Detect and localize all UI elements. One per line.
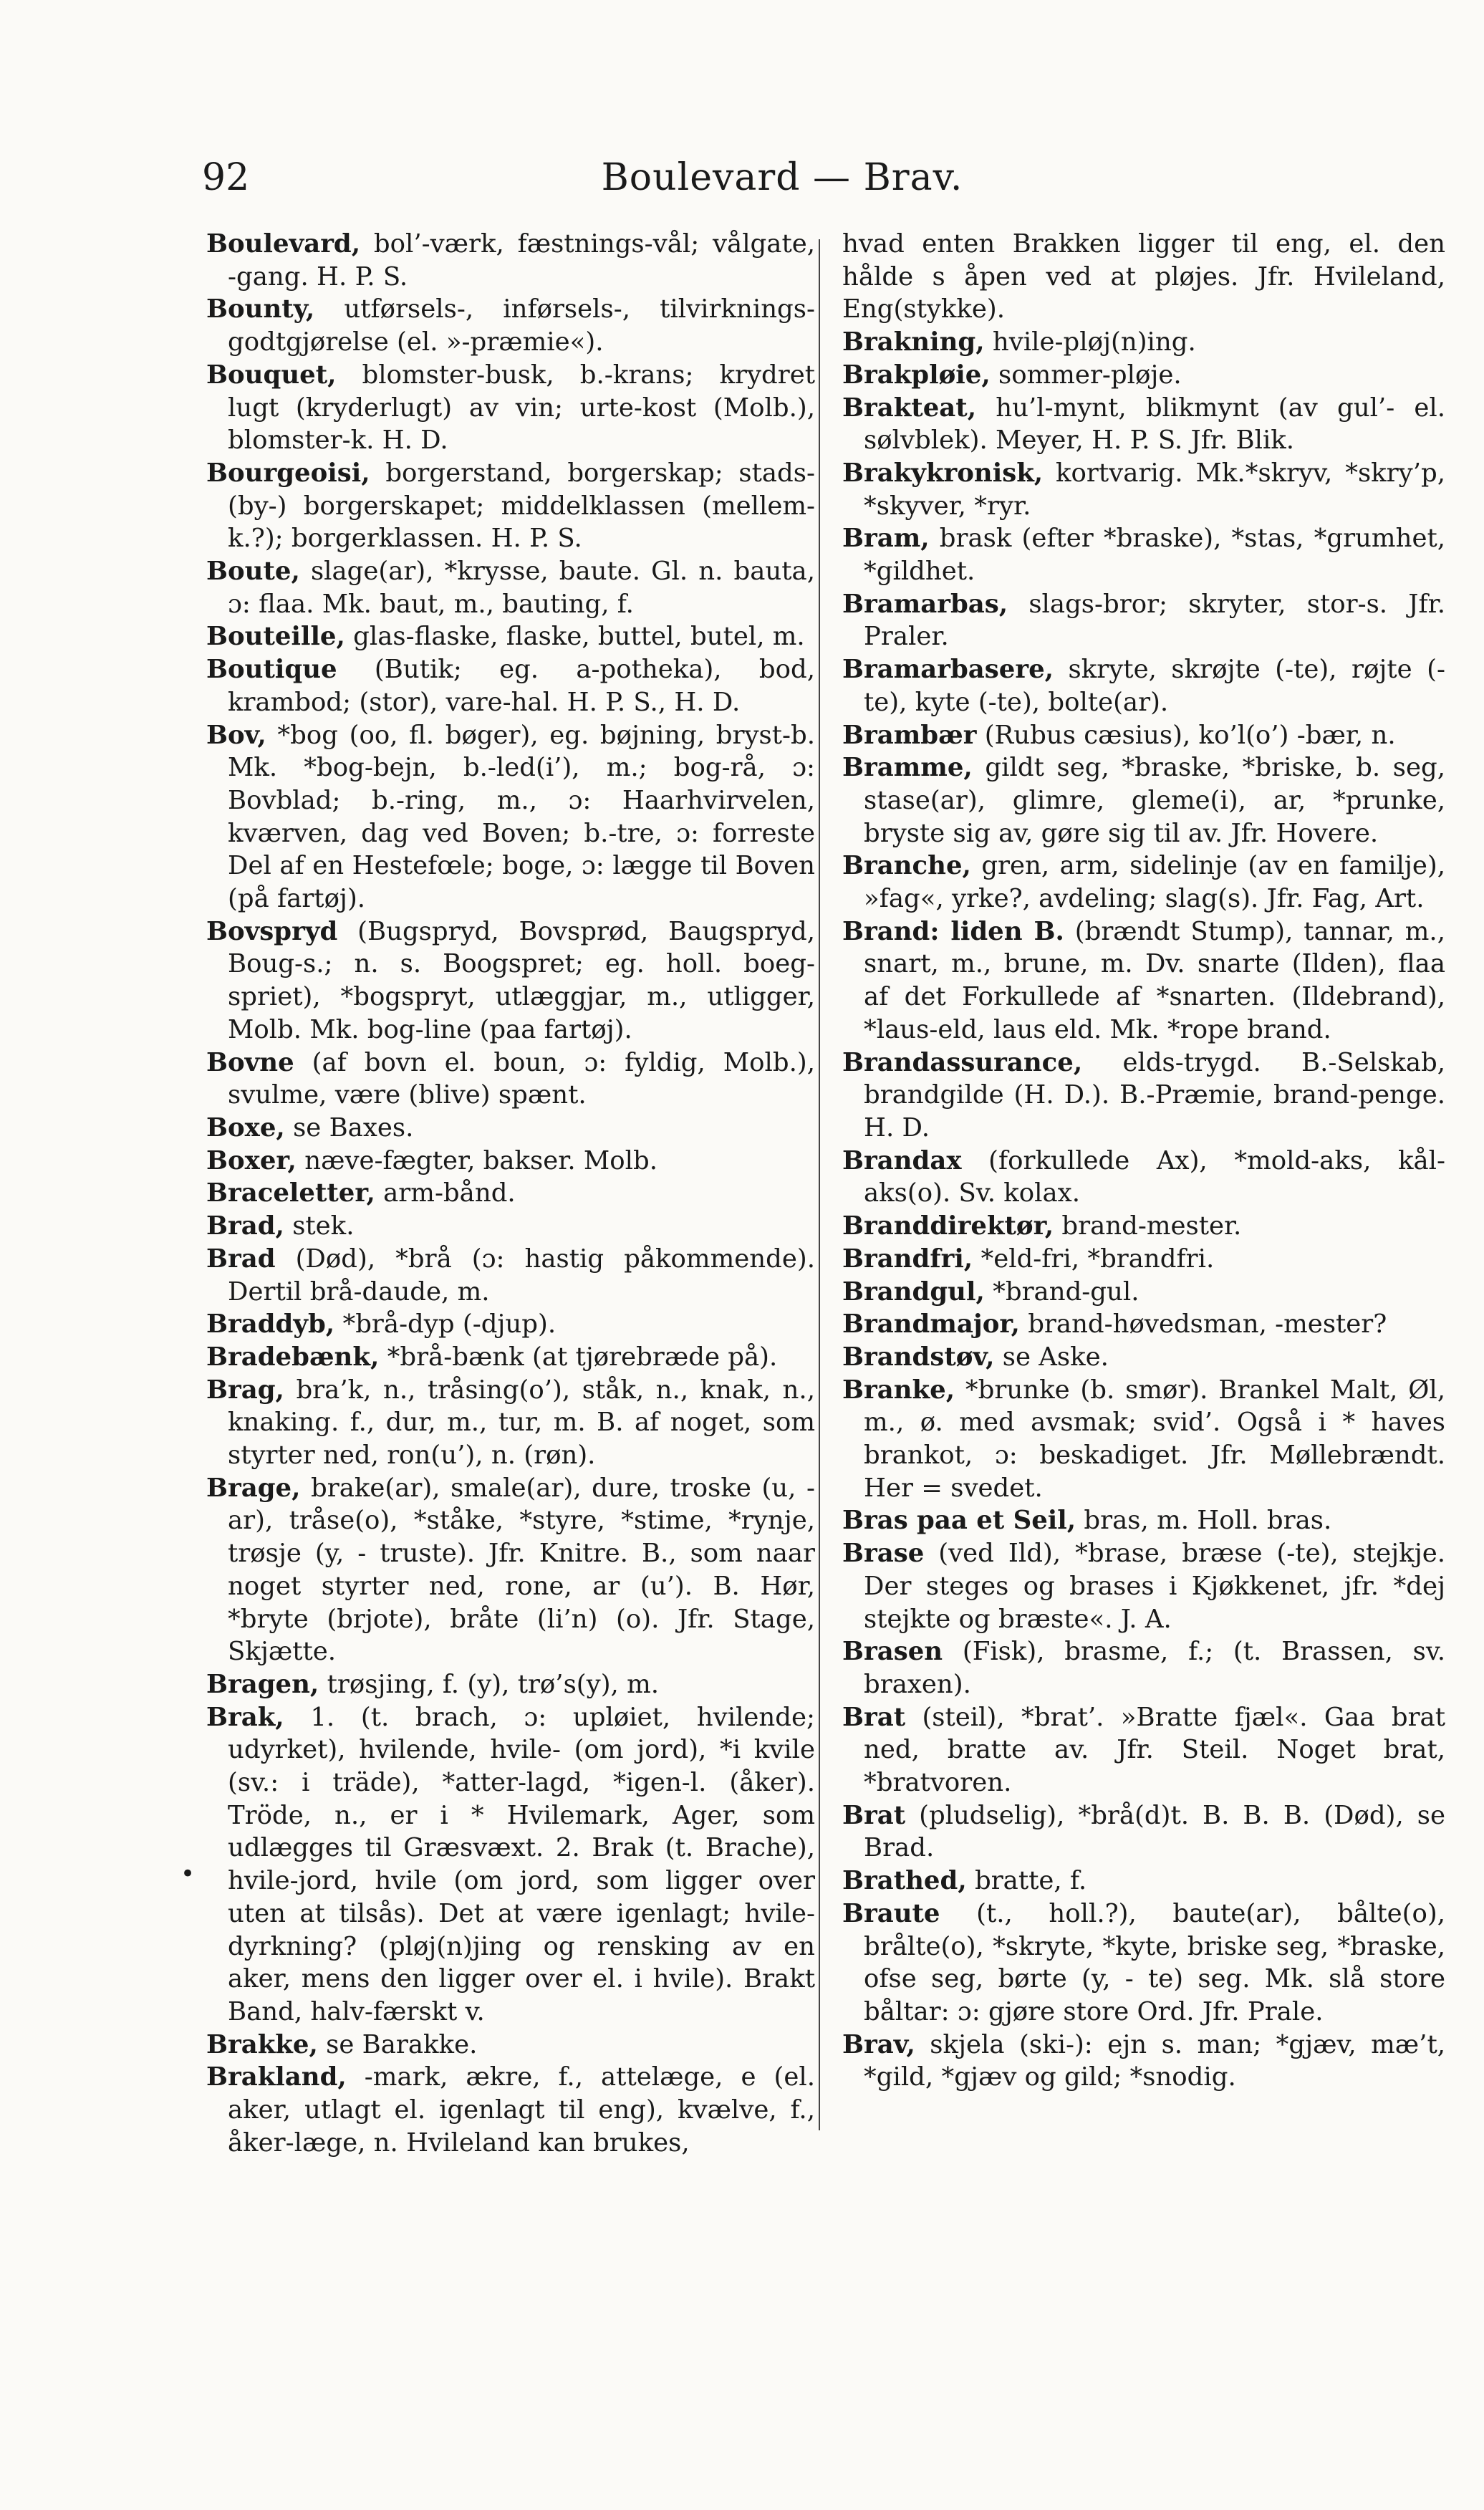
entry-definition: (pludselig), *brå(d)t. B. B. B. (Død), se Brad.	[864, 1800, 1445, 1863]
entry-headword: Bovspryd	[206, 916, 338, 946]
dictionary-entry	[206, 915, 815, 1047]
entry-headword: Braute	[842, 1898, 940, 1928]
entry-definition: skjela (ski-): ejn s. man; *gjæv, mæ’t, *gild, *gjæv og gild; *snodig.	[864, 2029, 1445, 2092]
dictionary-entry	[206, 1374, 815, 1472]
entry-definition: arm-bånd.	[375, 1178, 516, 1208]
dictionary-entry	[842, 457, 1445, 522]
entry-definition: bol’-værk, fæstnings-vål; vålgate, -gang. H. P. S.	[228, 229, 815, 292]
entry-definition: brake(ar), smale(ar), dure, troske (u, - ar), tråse(o), *ståke, *styre, *stime, *rynje, trøsje (y, - truste). Jfr. Knitre. B., som naar noget styrter ned, rone, ar (u’). B. Hør, *bryte (brjote), bråte (li’n) (o). Jfr. Stage, Skjætte.	[228, 1473, 815, 1667]
entry-headword: Brand: liden B.	[842, 916, 1064, 946]
entry-headword: Boxer,	[206, 1145, 297, 1175]
dictionary-entry	[206, 620, 815, 653]
entry-definition: (Bugspryd, Bovsprød, Baugspryd, Boug-s.; n. s. Boogspret; eg. holl. boeg-spriet), *bogspryt, utlæggjar, m., utligger, Molb. Mk. bog-line (paa fartøj).	[228, 916, 815, 1044]
dictionary-entry	[842, 1243, 1445, 1276]
dictionary-entry	[842, 1635, 1445, 1701]
dictionary-entry	[206, 719, 815, 915]
entry-headword: Bramarbasere,	[842, 655, 1054, 685]
entry-definition: *eld-fri, *brandfri.	[973, 1244, 1215, 1274]
entry-headword: Branke,	[842, 1375, 955, 1405]
entry-headword: Bourgeoisi,	[206, 458, 370, 488]
entry-definition: bratte, f.	[966, 1866, 1087, 1896]
entry-headword: Brad,	[206, 1211, 284, 1241]
entry-headword: Bovne	[206, 1047, 294, 1077]
entry-headword: Bouteille,	[206, 622, 345, 652]
dictionary-entry	[206, 359, 815, 457]
entry-headword: Brambær	[842, 720, 977, 750]
entry-headword: Brag,	[206, 1375, 284, 1405]
margin-mark: •	[180, 1860, 196, 1888]
dictionary-entry	[842, 1276, 1445, 1309]
dictionary-entry	[842, 915, 1445, 1047]
left-column	[206, 228, 815, 2159]
entry-headword: Bras paa et Seil,	[842, 1506, 1076, 1536]
entry-definition: brask (efter *braske), *stas, *grumhet, *gildhet.	[864, 524, 1445, 587]
entry-definition: glas-flaske, flaske, buttel, butel, m.	[344, 622, 805, 652]
entry-headword: Brat	[842, 1800, 906, 1830]
dictionary-entry	[206, 2061, 815, 2159]
entry-definition: *brå-bænk (at tjørebræde på).	[379, 1342, 778, 1372]
dictionary-entry	[842, 392, 1445, 457]
column-divider	[819, 239, 820, 2130]
entry-definition: (ved Ild), *brase, bræse (-te), stejkje. Der steges og brases i Kjøkkenet, jfr. *dej stejkte og bræste«. J. A.	[864, 1539, 1445, 1634]
entry-definition: slags-bror; skryter, stor-s. Jfr. Praler.	[864, 589, 1445, 652]
entry-definition: (t., holl.?), baute(ar), bålte(o), brålte(o), *skryte, *kyte, briske seg, *braske, ofse seg, børte (y, - te) seg. Mk. slå store båltar: ɔ: gjøre store Ord. Jfr. Prale.	[864, 1898, 1445, 2026]
entry-headword: Braddyb,	[206, 1309, 335, 1340]
entry-headword: Brakteat,	[842, 393, 977, 423]
dictionary-entry	[842, 1537, 1445, 1635]
entry-headword: Branche,	[842, 851, 971, 881]
entry-definition: bras, m. Holl. bras.	[1076, 1506, 1332, 1536]
entry-headword: Brandax	[842, 1145, 962, 1175]
entry-definition: sommer-pløje.	[990, 360, 1182, 390]
entry-definition: *brand-gul.	[984, 1276, 1140, 1307]
entry-definition: brand-mester.	[1054, 1211, 1242, 1241]
dictionary-entry	[842, 522, 1445, 587]
entry-headword: Brandassurance,	[842, 1047, 1083, 1077]
dictionary-entry	[842, 1799, 1445, 1865]
dictionary-entry	[842, 1898, 1445, 2029]
entry-headword: Brandstøv,	[842, 1342, 995, 1372]
entry-definition: (Død), *brå (ɔ: hastig påkommende). Dertil brå-daude, m.	[228, 1244, 815, 1307]
entry-headword: Boute,	[206, 557, 300, 587]
dictionary-entry	[842, 588, 1445, 653]
entry-definition: *brunke (b. smør). Brankel Malt, Øl, m., ø. med avsmak; svid’. Også i * haves brankot, ɔ: beskadiget. Jfr. Møllebrændt. Her = svedet.	[864, 1375, 1445, 1503]
entry-headword: Boxe,	[206, 1112, 285, 1143]
entry-definition: *brå-dyp (-djup).	[334, 1309, 556, 1340]
dictionary-entry	[842, 1341, 1445, 1374]
entry-headword: Branddirektør,	[842, 1211, 1054, 1241]
entry-headword: Brasen	[842, 1637, 943, 1667]
dictionary-entry	[842, 326, 1445, 359]
dictionary-entry	[206, 1243, 815, 1308]
entry-headword: Brandmajor,	[842, 1309, 1020, 1340]
dictionary-entry	[842, 1047, 1445, 1145]
dictionary-entry	[842, 228, 1445, 326]
dictionary-entry	[206, 1341, 815, 1374]
entry-headword: Brakpløie,	[842, 360, 991, 390]
entry-headword: Brak,	[206, 1702, 284, 1732]
entry-headword: Bov,	[206, 720, 266, 750]
entry-definition: se Barakke.	[317, 2029, 478, 2059]
entry-headword: Brandgul,	[842, 1276, 985, 1307]
entry-headword: Brandfri,	[842, 1244, 973, 1274]
dictionary-entry	[206, 228, 815, 293]
entry-definition: skryte, skrøjte (-te), røjte (-te), kyte (-te), bolte(ar).	[864, 655, 1445, 717]
entry-definition: (Rubus cæsius), ko’l(o’) -bær, n.	[976, 720, 1396, 750]
entry-definition: gildt seg, *braske, *briske, b. seg, stase(ar), glimre, gleme(i), ar, *prunke, bryste sig av, gøre sig til av. Jfr. Hovere.	[864, 753, 1445, 848]
dictionary-entry	[206, 1701, 815, 2029]
dictionary-entry	[206, 1145, 815, 1178]
dictionary-entry	[206, 1210, 815, 1243]
entry-definition: (Fisk), brasme, f.; (t. Brassen, sv. braxen).	[864, 1637, 1445, 1699]
entry-headword: Brad	[206, 1244, 276, 1274]
entry-definition: blomster-busk, b.-krans; krydret lugt (kryderlugt) av vin; urte-kost (Molb.), blomster-k. H. D.	[228, 360, 815, 456]
page-header	[202, 156, 1362, 206]
entry-definition: (brændt Stump), tannar, m., snart, m., brune, m. Dv. snarte (Ilden), flaa af det Forkullede af *snarten. (Ildebrand), *laus-eld, laus eld. Mk. *rope brand.	[864, 916, 1445, 1044]
dictionary-entry	[842, 850, 1445, 915]
entry-headword: Boulevard,	[206, 229, 361, 259]
entry-definition: (af bovn el. boun, ɔ: fyldig, Molb.), svulme, være (blive) spænt.	[228, 1047, 815, 1110]
entry-definition: trøsjing, f. (y), trø’s(y), m.	[319, 1669, 660, 1699]
dictionary-entry	[842, 1504, 1445, 1537]
entry-definition: stek.	[284, 1211, 355, 1241]
dictionary-entry	[206, 293, 815, 358]
entry-definition: se Baxes.	[284, 1112, 414, 1143]
entry-definition: 1. (t. brach, ɔ: upløiet, hvilende; udyrket), hvilende, hvile- (om jord), *i kvile (sv.: i träde), *atter-lagd, *igen-l. (åker). Tröde, n., er i * Hvilemark, Ager, som udlægges til Græsvæxt. 2. Brak (t. Brache), hvile-jord, hvile (om jord, som ligger over uten at tilsås). Det at være igenlagt; hvile-dyrkning? (pløj(n)jing og rensking av en aker, mens den ligger over el. i hvile). Brakt Band, halv-færskt v.	[228, 1702, 815, 2026]
entry-headword: Bramarbas,	[842, 589, 1008, 619]
dictionary-entry	[842, 653, 1445, 718]
dictionary-entry	[206, 1177, 815, 1210]
entry-definition: brand-høvedsman, -mester?	[1019, 1309, 1387, 1340]
entry-headword: Bouquet,	[206, 360, 337, 390]
entry-headword: Brase	[842, 1539, 925, 1569]
dictionary-entry	[206, 457, 815, 555]
entry-definition: næve-fægter, bakser. Molb.	[296, 1145, 657, 1175]
dictionary-entry	[206, 2029, 815, 2062]
entry-definition: elds-trygd. B.-Selskab, brandgilde (H. D.). B.-Præmie, brand-penge. H. D.	[864, 1047, 1445, 1143]
dictionary-entry	[206, 1112, 815, 1145]
entry-headword: Brakland,	[206, 2062, 347, 2092]
entry-headword: Bramme,	[842, 753, 973, 783]
entry-headword: Brat	[842, 1702, 906, 1732]
entry-headword: Bragen,	[206, 1669, 319, 1699]
dictionary-entry	[842, 1701, 1445, 1799]
entry-definition: hvile-pløj(n)ing.	[984, 327, 1196, 357]
dictionary-entry	[842, 1210, 1445, 1243]
entry-definition: borgerstand, borgerskap; stads- (by-) borgerskapet; middelklassen (mellem-k.?); borgerklassen. H. P. S.	[228, 458, 815, 554]
dictionary-entry	[206, 653, 815, 718]
entry-definition: (steil), *brat’. »Bratte fjæl«. Gaa brat ned, bratte av. Jfr. Steil. Noget brat, *bratvoren.	[864, 1702, 1445, 1798]
dictionary-entry	[206, 1047, 815, 1112]
entry-headword: Brage,	[206, 1473, 301, 1503]
dictionary-entry	[842, 751, 1445, 850]
dictionary-entry	[206, 1308, 815, 1341]
dictionary-entry	[842, 719, 1445, 752]
entry-headword: Brakykronisk,	[842, 458, 1044, 488]
dictionary-entry	[842, 1308, 1445, 1341]
page-number: 92	[202, 156, 250, 199]
entry-headword: Brakning,	[842, 327, 985, 357]
entry-headword: Bram,	[842, 524, 930, 554]
dictionary-entry	[842, 1145, 1445, 1210]
dictionary-entry	[842, 1374, 1445, 1505]
right-column	[842, 228, 1445, 2094]
entry-definition: hu’l-mynt, blikmynt (av gul’- el. sølvblek). Meyer, H. P. S. Jfr. Blik.	[864, 393, 1445, 456]
entry-definition: hvad enten Brakken ligger til eng, el. den hålde s åpen ved at pløjes. Jfr. Hvileland, Eng(stykke).	[842, 229, 1445, 324]
entry-definition: slage(ar), *krysse, baute. Gl. n. bauta, ɔ: flaa. Mk. baut, m., bauting, f.	[228, 557, 815, 619]
entry-definition: (Butik; eg. a-potheka), bod, krambod; (stor), vare-hal. H. P. S., H. D.	[228, 655, 815, 717]
entry-definition: gren, arm, sidelinje (av en familje), »fag«, yrke?, avdeling; slag(s). Jfr. Fag, Art.	[864, 851, 1445, 914]
dictionary-entry	[842, 1865, 1445, 1898]
entry-headword: Brav,	[842, 2029, 915, 2059]
entry-definition: (forkullede Ax), *mold-aks, kål-aks(o). Sv. kolax.	[864, 1145, 1445, 1208]
entry-definition: bra’k, n., tråsing(o’), ståk, n., knak, n., knaking. f., dur, m., tur, m. B. af noget, som styrter ned, ron(u’), n. (røn).	[228, 1375, 815, 1471]
page-title: Boulevard — Brav.	[601, 156, 963, 199]
entry-definition: se Aske.	[994, 1342, 1109, 1372]
entry-headword: Bounty,	[206, 294, 315, 324]
entry-headword: Boutique	[206, 655, 337, 685]
entry-headword: Brathed,	[842, 1866, 967, 1896]
entry-definition: -mark, ækre, f., attelæge, e (el. aker, utlagt el. igenlagt til eng), kvælve, f., åker-læge, n. Hvileland kan brukes,	[228, 2062, 815, 2158]
entry-definition: utførsels-, inførsels-, tilvirknings-godtgjørelse (el. »-præmie«).	[228, 294, 815, 357]
dictionary-entry	[206, 1668, 815, 1701]
dictionary-entry	[206, 555, 815, 620]
entry-headword: Bradebænk,	[206, 1342, 380, 1372]
entry-headword: Braceletter,	[206, 1178, 375, 1208]
entry-definition: kortvarig. Mk.*skryv, *skry’p, *skyver, *ryr.	[864, 458, 1445, 521]
dictionary-entry	[206, 1472, 815, 1668]
dictionary-entry	[842, 2029, 1445, 2094]
dictionary-entry	[842, 359, 1445, 392]
entry-definition: *bog (oo, fl. bøger), eg. bøjning, bryst-b. Mk. *bog-bejn, b.-led(i’), m.; bog-rå, ɔ: Bovblad; b.-ring, m., ɔ: Haarhvirvelen, kværven, dag ved Boven; b.-tre, ɔ: forreste Del af en Hestefœle; boge, ɔ: lægge til Boven (på fartøj).	[228, 720, 815, 914]
entry-headword: Brakke,	[206, 2029, 318, 2059]
